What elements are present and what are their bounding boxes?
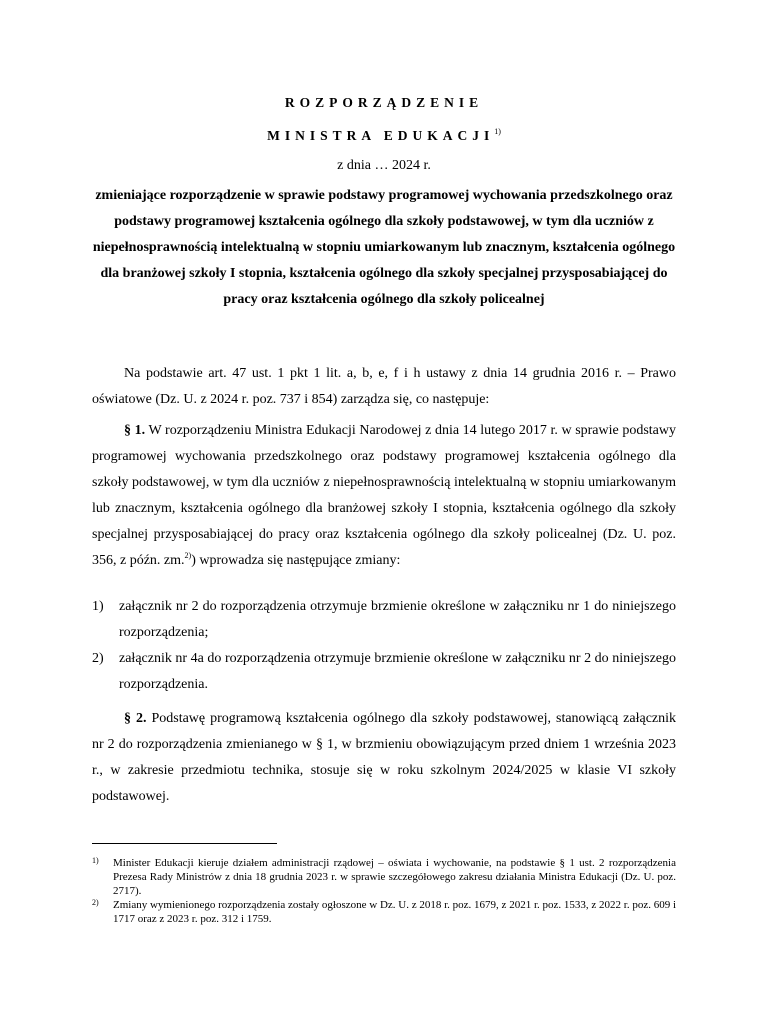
section-1-label: § 1. [124, 423, 146, 438]
document-type-heading [0, 95, 768, 111]
section-1-footnote-ref[interactable]: 2) [184, 551, 192, 560]
list-item [92, 646, 676, 698]
footnote-mark: 2) [92, 898, 99, 907]
date-line: z dnia … 2024 r. [337, 158, 431, 173]
footnote-separator [92, 843, 277, 844]
footnote [92, 856, 676, 898]
section-2-text: Podstawę programową kształcenia ogólnego dla szkoły podstawowej, stanowiącą załącznik nr 2 do rozporządzenia zmienianego w § 1, w brzmieniu obowiązującym przed dniem 1 września 2023 r., w zakresie przedmiotu technika, stosuje się w roku szkolnym 2024/2025 w klasie VI szkoły podstawowej. [92, 711, 677, 804]
preamble-paragraph [92, 361, 676, 413]
footnote-mark: 1) [92, 856, 99, 865]
document-type-text: ROZPORZĄDZENIE [284, 95, 484, 110]
issuer-footnote-ref[interactable]: 1) [494, 127, 501, 136]
footnotes [92, 856, 676, 926]
preamble-text: Na podstawie art. 47 ust. 1 pkt 1 lit. a, b, e, f i h ustawy z dnia 14 grudnia 2016 r. – Prawo oświatowe (Dz. U. z 2024 r. poz. 737 i 854) zarządza się, co następuje: [92, 366, 676, 407]
section-2-label: § 2. [124, 711, 147, 726]
section-1-text: W rozporządzeniu Ministra Edukacji Narodowej z dnia 14 lutego 2017 r. w sprawie podstawy programowej wychowania przedszkolnego oraz podstawy programowej kształcenia ogólnego dla szkoły podstawowej, w tym dla uczniów z niepełnosprawnością intelektualną w stopniu umiarkowanym lub znacznym, kształcenia ogólnego dla branżowej szkoły I stopnia, kształcenia ogólnego dla szkoły specjalnej przysposabiającej do pracy oraz kształcenia ogólnego dla szkoły policealnej (Dz. U. poz. 356, z późn. zm. [92, 423, 676, 568]
section-1-text-end: ) wprowadza się następujące zmiany: [191, 553, 401, 568]
list-item [92, 594, 676, 646]
list-item-text: załącznik nr 2 do rozporządzenia otrzymuje brzmienie określone w załączniku nr 1 do niniejszego rozporządzenia; [119, 599, 676, 640]
document-subtitle: zmieniające rozporządzenie w sprawie podstawy programowej wychowania przedszkolnego oraz podstawy programowej kształcenia ogólnego dla szkoły podstawowej, w tym dla uczniów z niepełnosprawnością intelektualną w stopniu umiarkowanym lub znacznym, kształcenia ogólnego dla branżowej szkoły I stopnia, kształcenia ogólnego dla szkoły specjalnej przysposabiającej do pracy oraz kształcenia ogólnego dla szkoły policealnej [92, 188, 676, 307]
amendment-list [92, 594, 676, 698]
footnote-text: Minister Edukacji kieruje działem administracji rządowej – oświata i wychowanie, na podstawie § 1 ust. 2 rozporządzenia Prezesa Rady Ministrów z dnia 18 grudnia 2023 r. w sprawie szczegółowego zakresu działania Ministra Edukacji (Dz. U. poz. 2717). [113, 857, 676, 897]
section-2-paragraph [92, 706, 676, 810]
list-item-number: 2) [92, 651, 104, 666]
list-item-number: 1) [92, 599, 104, 614]
footnote-text: Zmiany wymienionego rozporządzenia zostały ogłoszone w Dz. U. z 2018 r. poz. 1679, z 2021 r. poz. 1533, z 2022 r. poz. 609 i 1717 oraz z 2023 r. poz. 312 i 1759. [113, 899, 677, 925]
footnote [92, 898, 676, 926]
list-item-text: załącznik nr 4a do rozporządzenia otrzymuje brzmienie określone w załączniku nr 2 do niniejszego rozporządzenia. [119, 651, 676, 692]
section-1-paragraph [92, 418, 676, 574]
issuer-heading [0, 127, 768, 144]
issuer-text: MINISTRA EDUKACJI [267, 128, 495, 143]
